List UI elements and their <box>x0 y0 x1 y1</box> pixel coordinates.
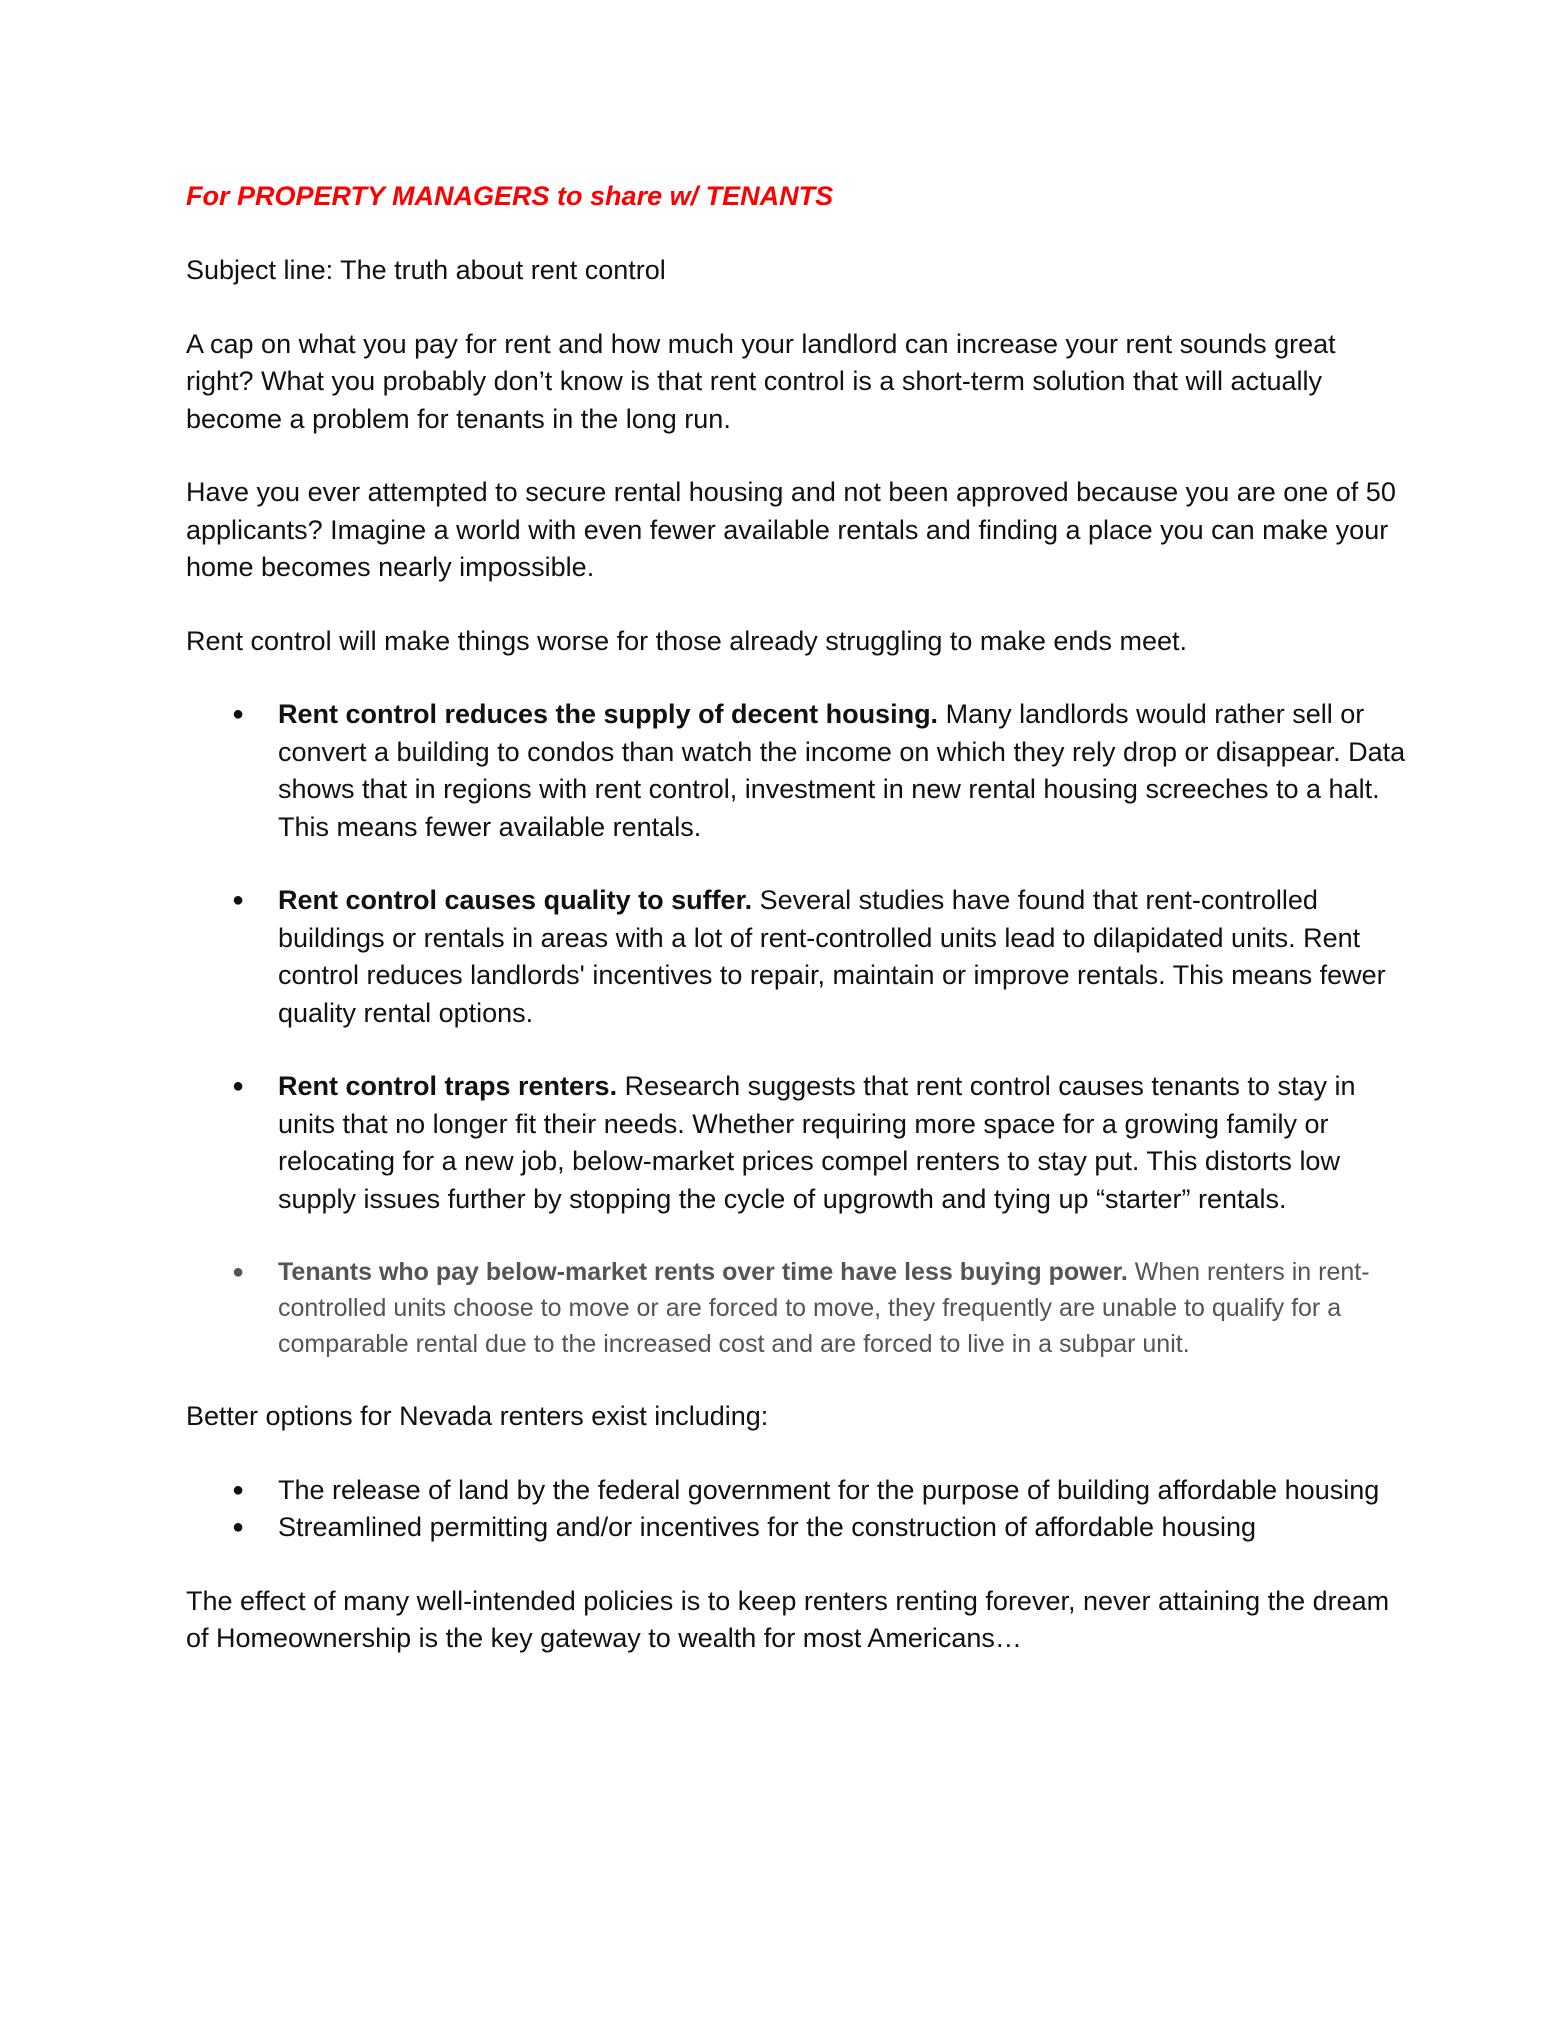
key-point-text: Research suggests that rent control causes tenants to stay in units that no longer fit their needs. Whether requiring more space for a growing family or relocating for a new job, below-market prices compel renters to stay put. This distorts low supply issues further by stopping the cycle of upgrowth and tying up “starter” rentals. <box>278 1071 1356 1214</box>
document-page <box>186 178 1406 1694</box>
options-list <box>186 1472 1406 1547</box>
key-point-text: When renters in rent-controlled units choose to move or are forced to move, they frequently are unable to qualify for a comparable rental due to the increased cost and are forced to live in a subpar unit. <box>278 1258 1370 1358</box>
option-text: Streamlined permitting and/or incentives for the construction of affordable housing <box>278 1512 1257 1542</box>
option-item-permitting <box>186 1509 1406 1547</box>
bullet-icon: ● <box>232 1261 245 1283</box>
key-point-supply <box>186 696 1406 846</box>
key-point-quality <box>186 882 1406 1032</box>
key-point-title: Tenants who pay below-market rents over time have less buying power. <box>278 1258 1128 1286</box>
bullet-icon: ● <box>232 1516 245 1538</box>
subject-line: Subject line: The truth about rent control <box>186 255 666 285</box>
document-heading: For PROPERTY MANAGERS to share w/ TENANTS <box>186 181 834 211</box>
key-point-text: Many landlords would rather sell or convert a building to condos than watch the income on which they rely drop or disappear. Data shows that in regions with rent control, investment in new rental housing screeches to a halt. This means fewer available rentals. <box>278 699 1406 842</box>
closing-paragraph: The effect of many well-intended policies is to keep renters renting forever, never attaining the dream of Homeownership is the key gateway to wealth for most Americans… <box>186 1585 1390 1653</box>
bullet-icon: ● <box>232 1075 245 1097</box>
key-point-text: Several studies have found that rent-controlled buildings or rentals in areas with a lot of rent-controlled units lead to dilapidated units. Rent control reduces landlords' incentives to repair, maintain or improve rentals. This means fewer quality rental options. <box>278 885 1386 1028</box>
applicants-paragraph: Have you ever attempted to secure rental housing and not been approved because you are one of 50 applicants? Imagine a world with even fewer available rentals and finding a place you can make your home becomes nearly impossible. <box>186 477 1396 582</box>
key-point-title: Rent control traps renters. <box>278 1071 618 1101</box>
key-point-traps <box>186 1068 1406 1218</box>
options-intro: Better options for Nevada renters exist including: <box>186 1401 769 1431</box>
key-point-title: Rent control causes quality to suffer. <box>278 885 753 915</box>
key-point-title: Rent control reduces the supply of decent housing. <box>278 699 939 729</box>
intro-paragraph: A cap on what you pay for rent and how much your landlord can increase your rent sounds great right? What you probably don’t know is that rent control is a short-term solution that will actually become a problem for tenants in the long run. <box>186 328 1336 434</box>
bullet-icon: ● <box>232 703 245 725</box>
bullet-icon: ● <box>232 1478 245 1501</box>
key-point-buying-power <box>186 1254 1406 1362</box>
key-points-list <box>186 696 1406 1362</box>
option-item-land-release <box>186 1472 1406 1510</box>
bullet-icon: ● <box>232 889 245 911</box>
option-text: The release of land by the federal government for the purpose of building affordable housing <box>278 1474 1380 1505</box>
struggling-paragraph: Rent control will make things worse for those already struggling to make ends meet. <box>186 625 1187 656</box>
